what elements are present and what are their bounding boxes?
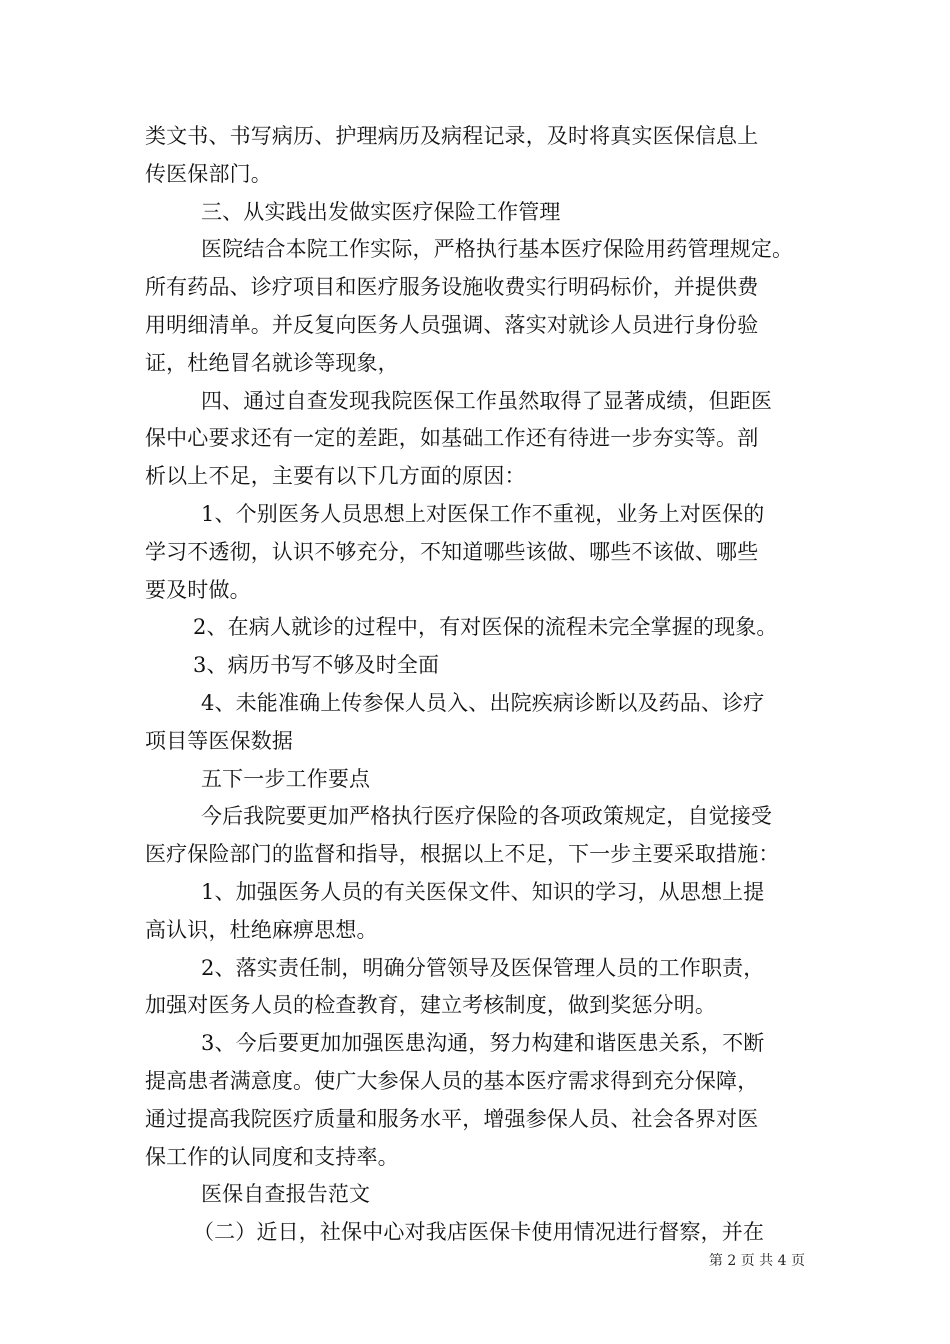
document-body [145, 118, 810, 1252]
text-line-30: （二）近日，社保中心对我店医保卡使用情况进行督察，并在 [193, 1220, 765, 1245]
list-item-3: 3、病历书写不够及时全面 [193, 653, 440, 678]
text-line-6: 用明细清单。并反复向医务人员强调、落实对就诊人员进行身份验 [145, 312, 759, 337]
section-heading-5: 五下一步工作要点 [201, 766, 371, 791]
text-line-1: 类文书、书写病历、护理病历及病程记录，及时将真实医保信息上 [145, 124, 759, 148]
list-item-4: 4、未能准确上传参保人员入、出院疾病诊断以及药品、诊疗 [201, 690, 765, 715]
text-line-27: 通过提高我院医疗质量和服务水平，增强参保人员、社会各界对医 [145, 1106, 759, 1131]
text-line-7: 证，杜绝冒名就诊等现象， [145, 350, 399, 375]
text-line-28: 保工作的认同度和支持率。 [145, 1144, 399, 1169]
text-line-22: 高认识，杜绝麻痹思想。 [145, 917, 378, 942]
text-line-26: 提高患者满意度。使广大参保人员的基本医疗需求得到充分保障， [145, 1068, 759, 1093]
page-number: 第 2 页 共 4 页 [708, 1253, 805, 1269]
text-line-13: 要及时做。 [145, 577, 251, 602]
text-line-9: 保中心要求还有一定的差距，如基础工作还有待进一步夯实等。剖 [145, 426, 759, 451]
text-line-12: 学习不透彻，认识不够充分，不知道哪些该做、哪些不该做、哪些 [145, 539, 759, 564]
text-line-2: 传医保部门。 [145, 161, 272, 186]
list-item-1: 1、个别医务人员思想上对医保工作不重视，业务上对医保的 [201, 501, 765, 526]
text-line-24: 加强对医务人员的检查教育，建立考核制度，做到奖惩分明。 [145, 993, 717, 1018]
measure-item-2: 2、落实责任制，明确分管领导及医保管理人员的工作职责， [201, 955, 765, 980]
text-line-10: 析以上不足，主要有以下几方面的原因： [145, 464, 526, 489]
text-line-17: 项目等医保数据 [145, 728, 294, 753]
text-line-4: 医院结合本院工作实际，严格执行基本医疗保险用药管理规定。 [201, 237, 794, 262]
text-line-19: 今后我院要更加严格执行医疗保险的各项政策规定，自觉接受 [201, 804, 773, 829]
list-item-2: 2、在病人就诊的过程中，有对医保的流程未完全掌握的现象。 [193, 615, 778, 640]
measure-item-1: 1、加强医务人员的有关医保文件、知识的学习，从思想上提 [201, 879, 765, 904]
section-heading-4: 四、通过自查发现我院医保工作虽然取得了显著成绩，但距医 [201, 388, 773, 413]
subtitle-heading: 医保自查报告范文 [201, 1182, 371, 1207]
text-line-20: 医疗保险部门的监督和指导，根据以上不足，下一步主要采取措施： [145, 842, 780, 867]
text-line-5: 所有药品、诊疗项目和医疗服务设施收费实行明码标价，并提供费 [145, 275, 759, 300]
measure-item-3: 3、今后要更加加强医患沟通，努力构建和谐医患关系，不断 [201, 1031, 765, 1056]
section-heading-3: 三、从实践出发做实医疗保险工作管理 [201, 199, 561, 224]
